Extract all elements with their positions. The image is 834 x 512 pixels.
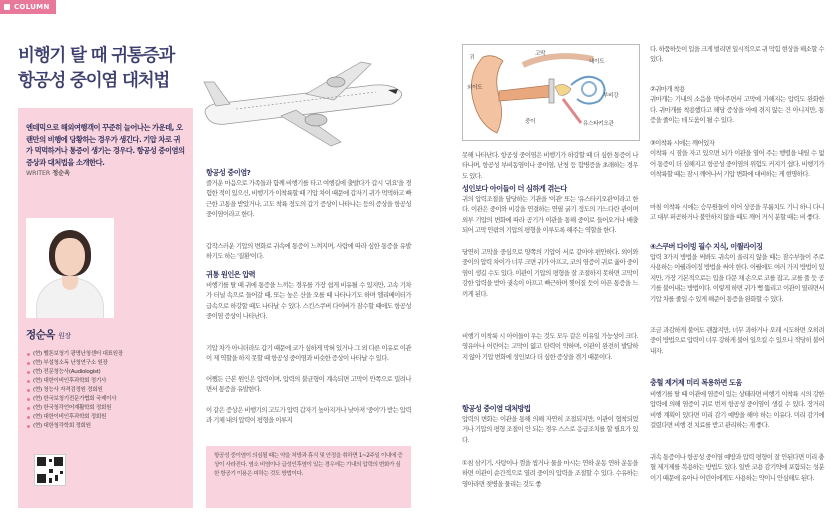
body-paragraph: 당연히 고막을 중심으로 양쪽의 기압이 서로 같아야 편안하다. 외이와 중이의 압력 차이가 너무 크면 귀가 아프고, 코의 염증이 귀로 옮아 중이염이 생길 수도 있다. 이관이 기압의 평형을 잘 조절하지 못하면 고막이 강한 압력을 받아 귓속이 아프고 빠근하며 찢어질 듯이 아픈 통증을 느끼게 된다. [462, 248, 638, 298]
note-box: 항공성 중이염이 의심될 때는 약을 처방과 휴식 및 안정을 취하면 1~2주일 이내에 증상이 사라진다. 염소 비염이나 급성인후염이 있는 경우에는 기내의 압력의 변화가 심한 항공기 이용은 피하는 것도 방법이다. [206, 446, 411, 508]
ear-label: 귀 [469, 55, 475, 61]
cv-item: (현) 벨톤보청기 광명난청센터 대표원장 [26, 350, 188, 359]
article-title [18, 44, 213, 94]
column-tag: COLUMN [0, 0, 56, 14]
cv-item: (현) 대한이비인후과학회 정기사 [26, 377, 188, 386]
body-paragraph: 비행기 이착륙 시 아이들이 우는 것도 모두 같은 이유일 가능성이 크다. 영유아나 어린이는 고막이 얇고 탄력이 약하며, 이관이 완전히 발달하지 않아 기압 변화에 성인보다 더 심한 증상을 겪기 때문이다. [462, 332, 638, 361]
cv-item: (현) 전문청능사(Audiologist) [26, 368, 188, 377]
qr-code-icon[interactable] [34, 454, 66, 486]
body-paragraph: ①침 삼키기, 사탕이나 껌을 씹거나 물을 마시는 연하 운동 연하 운동을 하면 이관이 순간적으로 열려 중이의 압력을 조절할 수 있다. 수유하는 영아라면 젖병을 물리는 것도 좋 [462, 459, 638, 488]
body-paragraph: 다. 하품하듯이 입을 크게 벌리면 일시적으로 귀 막힘 현상을 해소할 수 있다. [650, 45, 824, 64]
body-paragraph: 비행기를 탈 때 이관에 염증이 있는 상태라면 비행기 이착륙 시의 강한 압력에 의해 염증이 귀로 번져 항공성 중이염이 생길 수 있다. 장거리 비행 계획이 있다면 미리 감기 예방을 해야 하는 이유다. 미리 감기에 걸렸다면 비행 전 치료를 받고 관리하는 게 좋다. [650, 390, 824, 430]
author-name-text: 정순옥 [26, 329, 55, 341]
title-line-1: 비행기 탈 때 귀통증과 [18, 46, 175, 66]
section-heading: ④스쿠버 다이빙 필수 지식, 이퀄라이징 [650, 242, 763, 251]
section-heading: 성인보다 아이들이 더 심하게 겪는다 [462, 184, 567, 193]
author-title: 원장 [58, 332, 71, 340]
body-paragraph: 어쨌든 근본 원인은 압력이며, 압력의 불균형이 계속되면 고막이 안쪽으로 밀려나면서 통증을 유발한다. [206, 375, 411, 394]
body-paragraph: 비행기를 탈 때 귀에 통증을 느끼는 경우를 가장 쉽게 비유될 수 있지만, 고속 기차가 터널 속으로 들어갈 때, 또는 높은 산을 오를 때 나타나기도 하며 엘리베이터가 급속으로 하강할 때도 나타날 수 있다. 스킨스쿠버 다이버가 잠수할 때에도 항공성 중이염 증상이 나타난다. [206, 281, 411, 321]
body-paragraph: 갑작스러운 기압의 변화로 귀속에 통증이 느껴지며, 사람에 따라 심한 통증을 유발하기도 하는 '질환'이다. [206, 242, 411, 261]
cv-item: (현) 대한청각학회 정회원 [26, 422, 188, 431]
airplane-illustration [196, 60, 411, 150]
section-heading: 항공성 중이염? [206, 168, 251, 177]
body-paragraph: 즐거운 마음으로 가족들과 함께 비행기를 타고 여행길에 출발다가 갑시 '귀요'을 경험한 적이 있으신, 비행기가 이착륙할 때 기압 차이 때문에 갑자기 귀가 먹먹하고 빠근한 고통을 받았거나, 고도 착륙 정도의 갑기 증상이 나타나는 등의 증상을 항공성 중이염이라고 한다. [206, 179, 411, 219]
cv-item: (현) 청능사 자격검정원 정회원 [26, 386, 188, 395]
body-paragraph: 마침 이착륙 시에는 승무원들이 이어 상공을 무룹치도 기니 하니 다니고 대부 퍼곧하거나 불안하지 않을 때도 깨어 거식 분할 때는 비 좋다. [650, 203, 824, 222]
section-heading: 귀통 원인은 압력 [206, 270, 256, 279]
author-photo [26, 218, 114, 318]
body-paragraph: 압력의 변화는 이관을 통해 의해 자연히 조절되지만, 이관이 협착되었거나 기압의 평형 조절이 안 되는 경우 스스로 응급조치를 할 필요가 있다. [462, 415, 638, 444]
section-heading: 충혈 제거제 미리 복용하면 도움 [650, 378, 742, 387]
ear-label: 외이도 [467, 85, 483, 91]
ear-label: 내이도 [589, 59, 605, 65]
ear-label: 유스타키오관 [583, 121, 614, 127]
ear-label: 중이 [525, 119, 536, 125]
author-cv-list [26, 350, 188, 431]
cv-item: (현) 부설청소독 난청연구소 원장 [26, 359, 188, 368]
body-paragraph: 못해 나타난다. 항공성 중이염은 비행기가 하강할 때 더 심한 통증이 나타나며, 항공성 부비동염이나 중이염, 난청 등 합병증을 초래하는 경우도 있다. [462, 151, 638, 180]
body-paragraph: ③이착륙 시에는 깨어있자 이착륙 시 잠을 자고 있으면 뇌가 이관을 열어 주는 행렬을 내릴 수 없어 통증이 더 심해지고 항공성 중이염의 위험도 커지기 쉽다. 비행기가 이착륙할 때는 잠시 깨어나서 기압 변화에 대비하는 게 현명하다. [650, 139, 824, 179]
title-line-2: 항공성 중이염 대처법 [18, 71, 170, 91]
body-paragraph: 압력 3가지 방법을 써봐도 귀속이 울리지 않을 때는 잠수부들이 주로 사용하는 이퀄라이징 방법을 써야 한다. 이퀄에도 여러 가지 방법이 있지만, 가장 기본적으로는 입을 다문 채 손으로 코를 잡고, 코를 풀 듯 공기를 불어내는 방법이다. 이렇게 하면 귀가 뻥 뚫리고 이관이 열리면서 기압 차를 줄일 수 있게 해준어 통증을 완화할 수 있다. [650, 253, 824, 303]
writer-name: 정순옥 [52, 170, 71, 177]
writer-label: WRITER [26, 170, 51, 177]
ear-label: 고막 [535, 51, 546, 57]
cv-item: (현) 대한이비인후과학회 정회원 [26, 413, 188, 422]
body-paragraph: 귀의 압력조절을 담당하는 기관을 '이관' 또는 '유스타키오관'이라고 한다. 이관은 중이와 비강을 연결하는 연필 굵기 정도의 가느다란 관이며 외부 기압의 변화에 따라 공기가 이관을 통해 중이로 들어오거나 배출되어 고막 안팎의 기압의 평형을 이루도록 해주는 역할을 한다. [462, 195, 638, 235]
ear-diagram [462, 44, 640, 141]
article-intro: 엔데믹으로 해외여행객이 꾸준히 늘어나는 가운데, 오랜만의 비행에 당황하는 경우가 생긴다. 기압 차로 귀가 먹먹하거나 통증이 생기는 경우다. 항공성 중이염의 증상과 대처법을 소개한다. [26, 123, 185, 167]
body-paragraph: 이 같은 증상은 비행기의 고도가 압력 갑자기 높아지거나 낮아져 '중이'가 받는 압력과 기체 내의 압력이 평형을 이루지 [206, 406, 411, 425]
writer-credit [26, 168, 70, 177]
body-paragraph: ②귀마개 착용 귀마개는 기내의 소음을 막아주면서 고막에 가해지는 압력도 완화한다. 귀마개를 착용했다고 해당 증상을 아예 겪지 않는 건 아니지만, 통증을 줄이는 데 도움이 될 수 있다. [650, 85, 824, 125]
section-heading: 항공성 중이염 대처방법 [462, 404, 531, 413]
body-paragraph: 조금 과감하게 불어도 괜찮지만, 너무 과하거나 오래 시도하면 오히려 중이 방법으로 압력이 너무 강하게 불어 일으킬 수 있으니 적당히 불어내자. [650, 326, 824, 355]
ear-label: 부비강 [603, 93, 619, 99]
cv-item: (현) 한국청각언어재활학회 정회원 [26, 404, 188, 413]
body-paragraph: 귀속 통증이나 항공성 중이염 예방과 압력 평형이 잘 안된다면 미리 충혈 제거제를 복용하는 방법도 있다. 일반 코용 감기약에 포함되는 성분이기 때문에 유아나 어린이에게도 사용하는 약이니 안심해도 된다. [650, 453, 824, 482]
author-name [26, 327, 71, 342]
cv-item: (현) 한국보청기전문가협회 국제이사 [26, 395, 188, 404]
body-paragraph: 기압 차가 아니더라도 갑기 때문에 코가 심하게 막혀 있거나 그 외 다른 이유로 이관이 제 역할을 하지 못할 때 항공성 중이염과 비슷한 증상이 나타날 수 있다. [206, 344, 411, 363]
